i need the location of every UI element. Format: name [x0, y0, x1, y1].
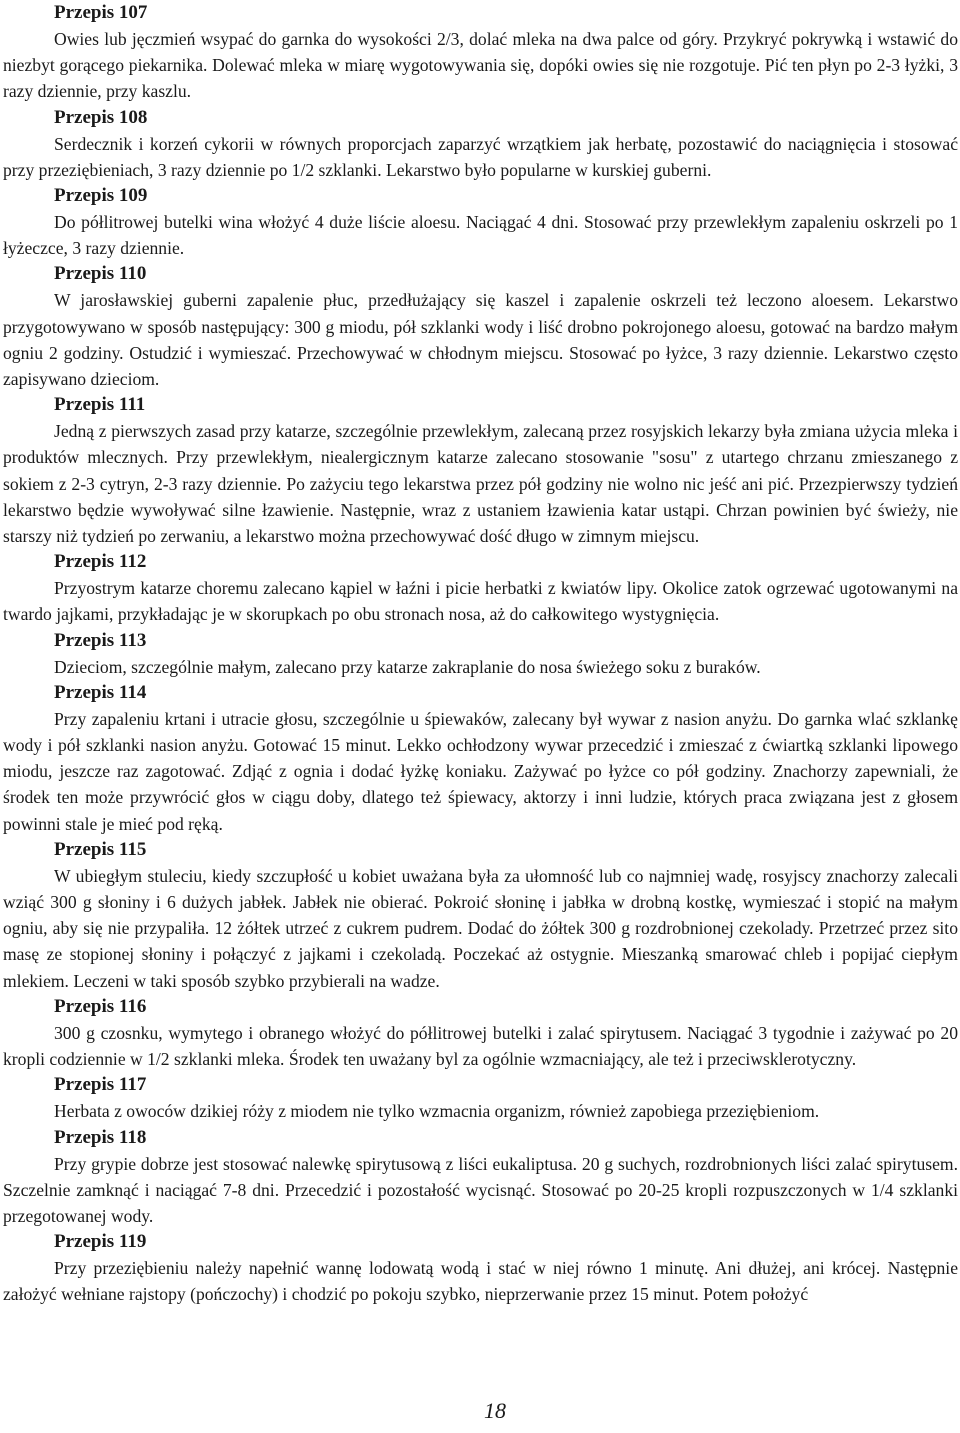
recipe-number: 110: [118, 263, 147, 285]
recipe-number: 115: [118, 838, 147, 860]
recipe-label: Przepis: [54, 394, 115, 416]
recipe-text: Przy zapaleniu krtani i utracie głosu, szczególnie u śpiewaków, zalecany był wywar z nasion anyżu. Do garnka wlać szklankę wody i pół szklanki nasion anyżu. Gotować 15 minut. Lekko ochłodzony wywar przecedzić i zmieszać z ćwiartką szklanki lipowego miodu, jeszcze raz zagotować. Zdjąć z ognia i dodać łyżkę koniaku. Zażywać po łyżce co pół godziny. Znachorzy zapewniali, że środek ten może przywrócić głos w ciągu doby, dlatego też śpiewacy, aktorzy i inni ludzie, których praca związana jest z głosem powinni stale je mieć pod ręką.: [3, 708, 958, 834]
recipe-heading: [3, 183, 958, 209]
recipe-heading: [3, 549, 958, 575]
recipe-text: Serdecznik i korzeń cykorii w równych proporcjach zaparzyć wrzątkiem jak herbatę, pozostawić do naciągnięcia i stosować przy przeziębieniach, 3 razy dziennie po 1/2 szklanki. Lekarstwo było popularne w kurskiej guberni.: [3, 133, 958, 180]
recipe-text: Przyostrym katarze choremu zalecano kąpiel w łaźni i picie herbatki z kwiatów lipy. Okolice zatok ogrzewać ugotowanymi na twardo jajkami, przykładając je w skorupkach po obu stronach nosa, aż do całkowitego wystygnięcia.: [3, 578, 958, 625]
recipe-label: Przepis: [54, 681, 115, 703]
recipe-109: [3, 183, 958, 261]
recipe-text: Przy przeziębieniu należy napełnić wannę lodowatą wodą i stać w niej równo 1 minutę. Ani dłużej, ani krócej. Następnie założyć wełniane rajstopy (pończochy) i chodzić po pokoju szybko, nieprzerwanie przez 15 minut. Potem położyć: [3, 1258, 958, 1305]
recipe-heading: [3, 392, 958, 418]
recipe-heading: [3, 1125, 958, 1151]
recipe-112: [3, 549, 958, 627]
recipe-label: Przepis: [54, 106, 115, 128]
recipe-118: [3, 1125, 958, 1230]
recipe-107: [3, 0, 958, 105]
recipe-number: 111: [118, 394, 146, 416]
recipe-number: 113: [118, 629, 147, 651]
recipe-label: Przepis: [54, 1074, 115, 1096]
recipe-number: 109: [118, 185, 148, 207]
recipe-115: [3, 837, 958, 994]
recipe-text: Do półlitrowej butelki wina włożyć 4 duże liście aloesu. Naciągać 4 dni. Stosować przy przewlekłym zapaleniu oskrzeli po 1 łyżeczce, 3 razy dziennie.: [3, 212, 958, 259]
recipe-text: Herbata z owoców dzikiej róży z miodem nie tylko wzmacnia organizm, również zapobiega przeziębieniom.: [54, 1101, 820, 1122]
recipe-heading: [3, 0, 958, 26]
recipe-text: 300 g czosnku, wymytego i obranego włożyć do półlitrowej butelki i zalać spirytusem. Naciągać 3 tygodnie i zażywać po 20 kropli codziennie w 1/2 szklanki mleka. Środek ten uważany byl za ogólnie wzmacniający, ale też i przeciwsklerotyczny.: [3, 1022, 958, 1070]
recipe-number: 117: [118, 1074, 147, 1096]
recipe-heading: [3, 261, 958, 287]
recipe-heading: [3, 994, 958, 1020]
recipe-text: Przy grypie dobrze jest stosować nalewkę spirytusową z liści eukaliptusa. 20 g suchych, rozdrobnionych liści zalać spirytusem. Szczelnie zamknąć i naciągać 7-8 dni. Przecedzić i pozostałość wycisnąć. Stosować po 20-25 kropli rozpuszczonych w 1/4 szklanki przegotowanej wody.: [3, 1153, 958, 1226]
recipe-heading: [3, 105, 958, 131]
recipe-119: [3, 1229, 958, 1307]
recipe-heading: [3, 1072, 958, 1098]
recipe-label: Przepis: [54, 629, 115, 651]
recipe-text: W ubiegłym stuleciu, kiedy szczupłość u kobiet uważana była za ułomność lub co najmniej wadę, rosyjscy znachorzy zalecali wziąć 300 g słoniny i 6 dużych jabłek. Jabłek nie obierać. Pokroić słoninę i jabłka w drobną kostkę, wymieszać i stopić na małym ogniu, aby się nie przypaliła. 12 żółtek utrzeć z cukrem pudrem. Dodać do żółtek 300 g rozdrobnionej czekolady. Przetrzeć przez sito masę ze stopionej słoniny i połączyć z jajkami i czekoladą. Poczekać aż ostygnie. Mieszanką smarować chleb i popijać ciepłym mlekiem. Leczeni w taki sposób szybko przybierali na wadze.: [3, 865, 958, 991]
recipe-label: Przepis: [54, 838, 115, 860]
recipe-114: [3, 680, 958, 837]
recipe-label: Przepis: [54, 2, 115, 23]
document-page: [3, 0, 958, 1308]
recipe-116: [3, 994, 958, 1072]
recipe-label: Przepis: [54, 185, 115, 207]
recipe-heading: [3, 628, 958, 654]
recipe-number: 119: [118, 1231, 147, 1253]
recipe-113: [3, 628, 958, 680]
recipe-number: 116: [118, 995, 147, 1017]
recipe-number: 112: [118, 551, 147, 573]
page-number: 18: [484, 1398, 506, 1423]
recipe-label: Przepis: [54, 263, 115, 285]
recipe-108: [3, 105, 958, 183]
recipe-heading: [3, 680, 958, 706]
recipe-110: [3, 261, 958, 392]
recipe-number: 108: [118, 106, 148, 128]
recipe-text: Owies lub jęczmień wsypać do garnka do wysokości 2/3, dolać mleka na dwa palce od góry. Przykryć pokrywką i wstawić do niezbyt gorącego piekarnika. Dolewać mleka w miarę wygotowywania się, dopóki owies się nie rozgotuje. Pić ten płyn po 2-3 łyżki, 3 razy dziennie, przy kaszlu.: [3, 29, 958, 102]
recipe-number: 114: [118, 681, 147, 703]
recipe-label: Przepis: [54, 995, 115, 1017]
recipe-label: Przepis: [54, 1126, 115, 1148]
recipe-label: Przepis: [54, 1231, 115, 1253]
recipe-text: Jedną z pierwszych zasad przy katarze, szczególnie przewlekłym, zalecaną przez rosyjskich lekarzy była zmiana użycia mleka i produktów mlecznych. Przy przewlekłym, niealergicznym katarze zalecano stosowanie "sosu" z utartego chrzanu zmieszanego z sokiem z 2-3 cytryn, 2-3 razy dziennie. Po zażyciu tego lekarstwa przez pół godziny nie wolno nic jeść ani pić. Przezpierwszy tydzień lekarstwo będzie wywoływać silne łzawienie. Następnie, wraz z ustaniem łzawienia katar ustąpi. Chrzan powinien być świeży, nie starszy niż tydzień po zerwaniu, a lekarstwo można przechowywać dość długo w zimnym miejscu.: [3, 421, 958, 547]
recipe-111: [3, 392, 958, 549]
recipe-label: Przepis: [54, 551, 115, 573]
recipe-heading: [3, 1229, 958, 1255]
recipe-117: [3, 1072, 958, 1124]
recipe-number: 118: [118, 1126, 147, 1148]
recipe-heading: [3, 837, 958, 863]
recipe-text: W jarosławskiej guberni zapalenie płuc, przedłużający się kaszel i zapalenie oskrzeli też leczono aloesem. Lekarstwo przygotowywano w sposób następujący: 300 g miodu, pół szklanki wody i liść drobno pokrojonego aloesu, gotować na bardzo małym ogniu 2 godziny. Ostudzić i wymieszać. Przechowywać w chłodnym miejscu. Stosować po łyżce, 3 razy dziennie. Lekarstwo często zapisywano dzieciom.: [3, 290, 958, 390]
recipe-number: 107: [118, 2, 148, 23]
recipe-text: Dzieciom, szczególnie małym, zalecano przy katarze zakraplanie do nosa świeżego soku z buraków.: [54, 656, 761, 677]
